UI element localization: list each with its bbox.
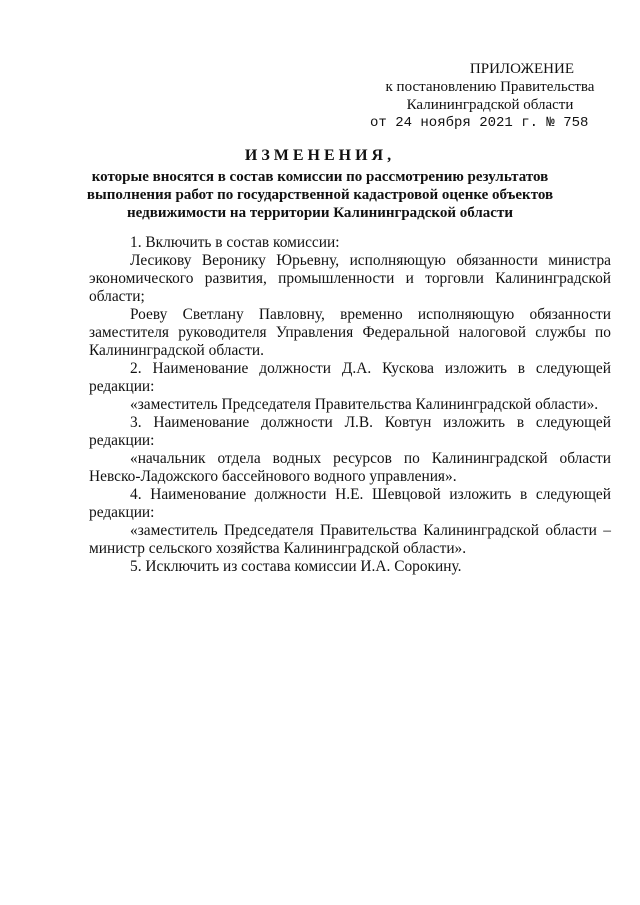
subtitle-line: которые вносятся в состав комиссии по рассмотрению результатов <box>91 169 549 185</box>
subtitle-line: недвижимости на территории Калининградской области <box>127 205 513 221</box>
appendix-title: ПРИЛОЖЕНИЕ <box>469 61 574 77</box>
appendix-line-region: Калининградской области <box>406 97 574 113</box>
paragraph-item-1: 1. Включить в состав комиссии: <box>130 234 340 251</box>
appendix-line-date: от 24 ноября 2021 г. № 758 <box>370 115 589 131</box>
paragraph-member-roeva: Роеву Светлану Павловну, временно исполняющую обязанности заместителя руководителя Управления Федеральной налоговой службы по Калининградской области. <box>89 306 611 359</box>
paragraph-item-3: 3. Наименование должности Л.В. Ковтун изложить в следующей редакции: <box>89 414 611 449</box>
appendix-line-resolution: к постановлению Правительства <box>385 79 595 95</box>
paragraph-item-4: 4. Наименование должности Н.Е. Шевцовой изложить в следующей редакции: <box>89 486 611 521</box>
paragraph-item-3-text: «начальник отдела водных ресурсов по Калининградской области Невско-Ладожского бассейнового водного управления». <box>89 450 611 485</box>
paragraph-member-lesikova: Лесикову Веронику Юрьевну, исполняющую обязанности министра экономического развития, промышленности и торговли Калининградской области; <box>89 252 611 305</box>
document-body <box>89 234 611 576</box>
document-subtitle <box>0 168 640 222</box>
document-title: ИЗМЕНЕНИЯ, <box>244 147 396 164</box>
paragraph-item-5: 5. Исключить из состава комиссии И.А. Сорокину. <box>130 558 462 575</box>
subtitle-line: выполнения работ по государственной кадастровой оценке объектов <box>86 187 554 203</box>
appendix-block <box>370 60 610 132</box>
document-heading <box>0 146 640 222</box>
paragraph-item-4-text: «заместитель Председателя Правительства Калининградской области – министр сельского хозяйства Калининградской области». <box>89 522 611 557</box>
paragraph-item-2-text: «заместитель Председателя Правительства Калининградской области». <box>130 396 599 413</box>
paragraph-item-2: 2. Наименование должности Д.А. Кускова изложить в следующей редакции: <box>89 360 611 395</box>
